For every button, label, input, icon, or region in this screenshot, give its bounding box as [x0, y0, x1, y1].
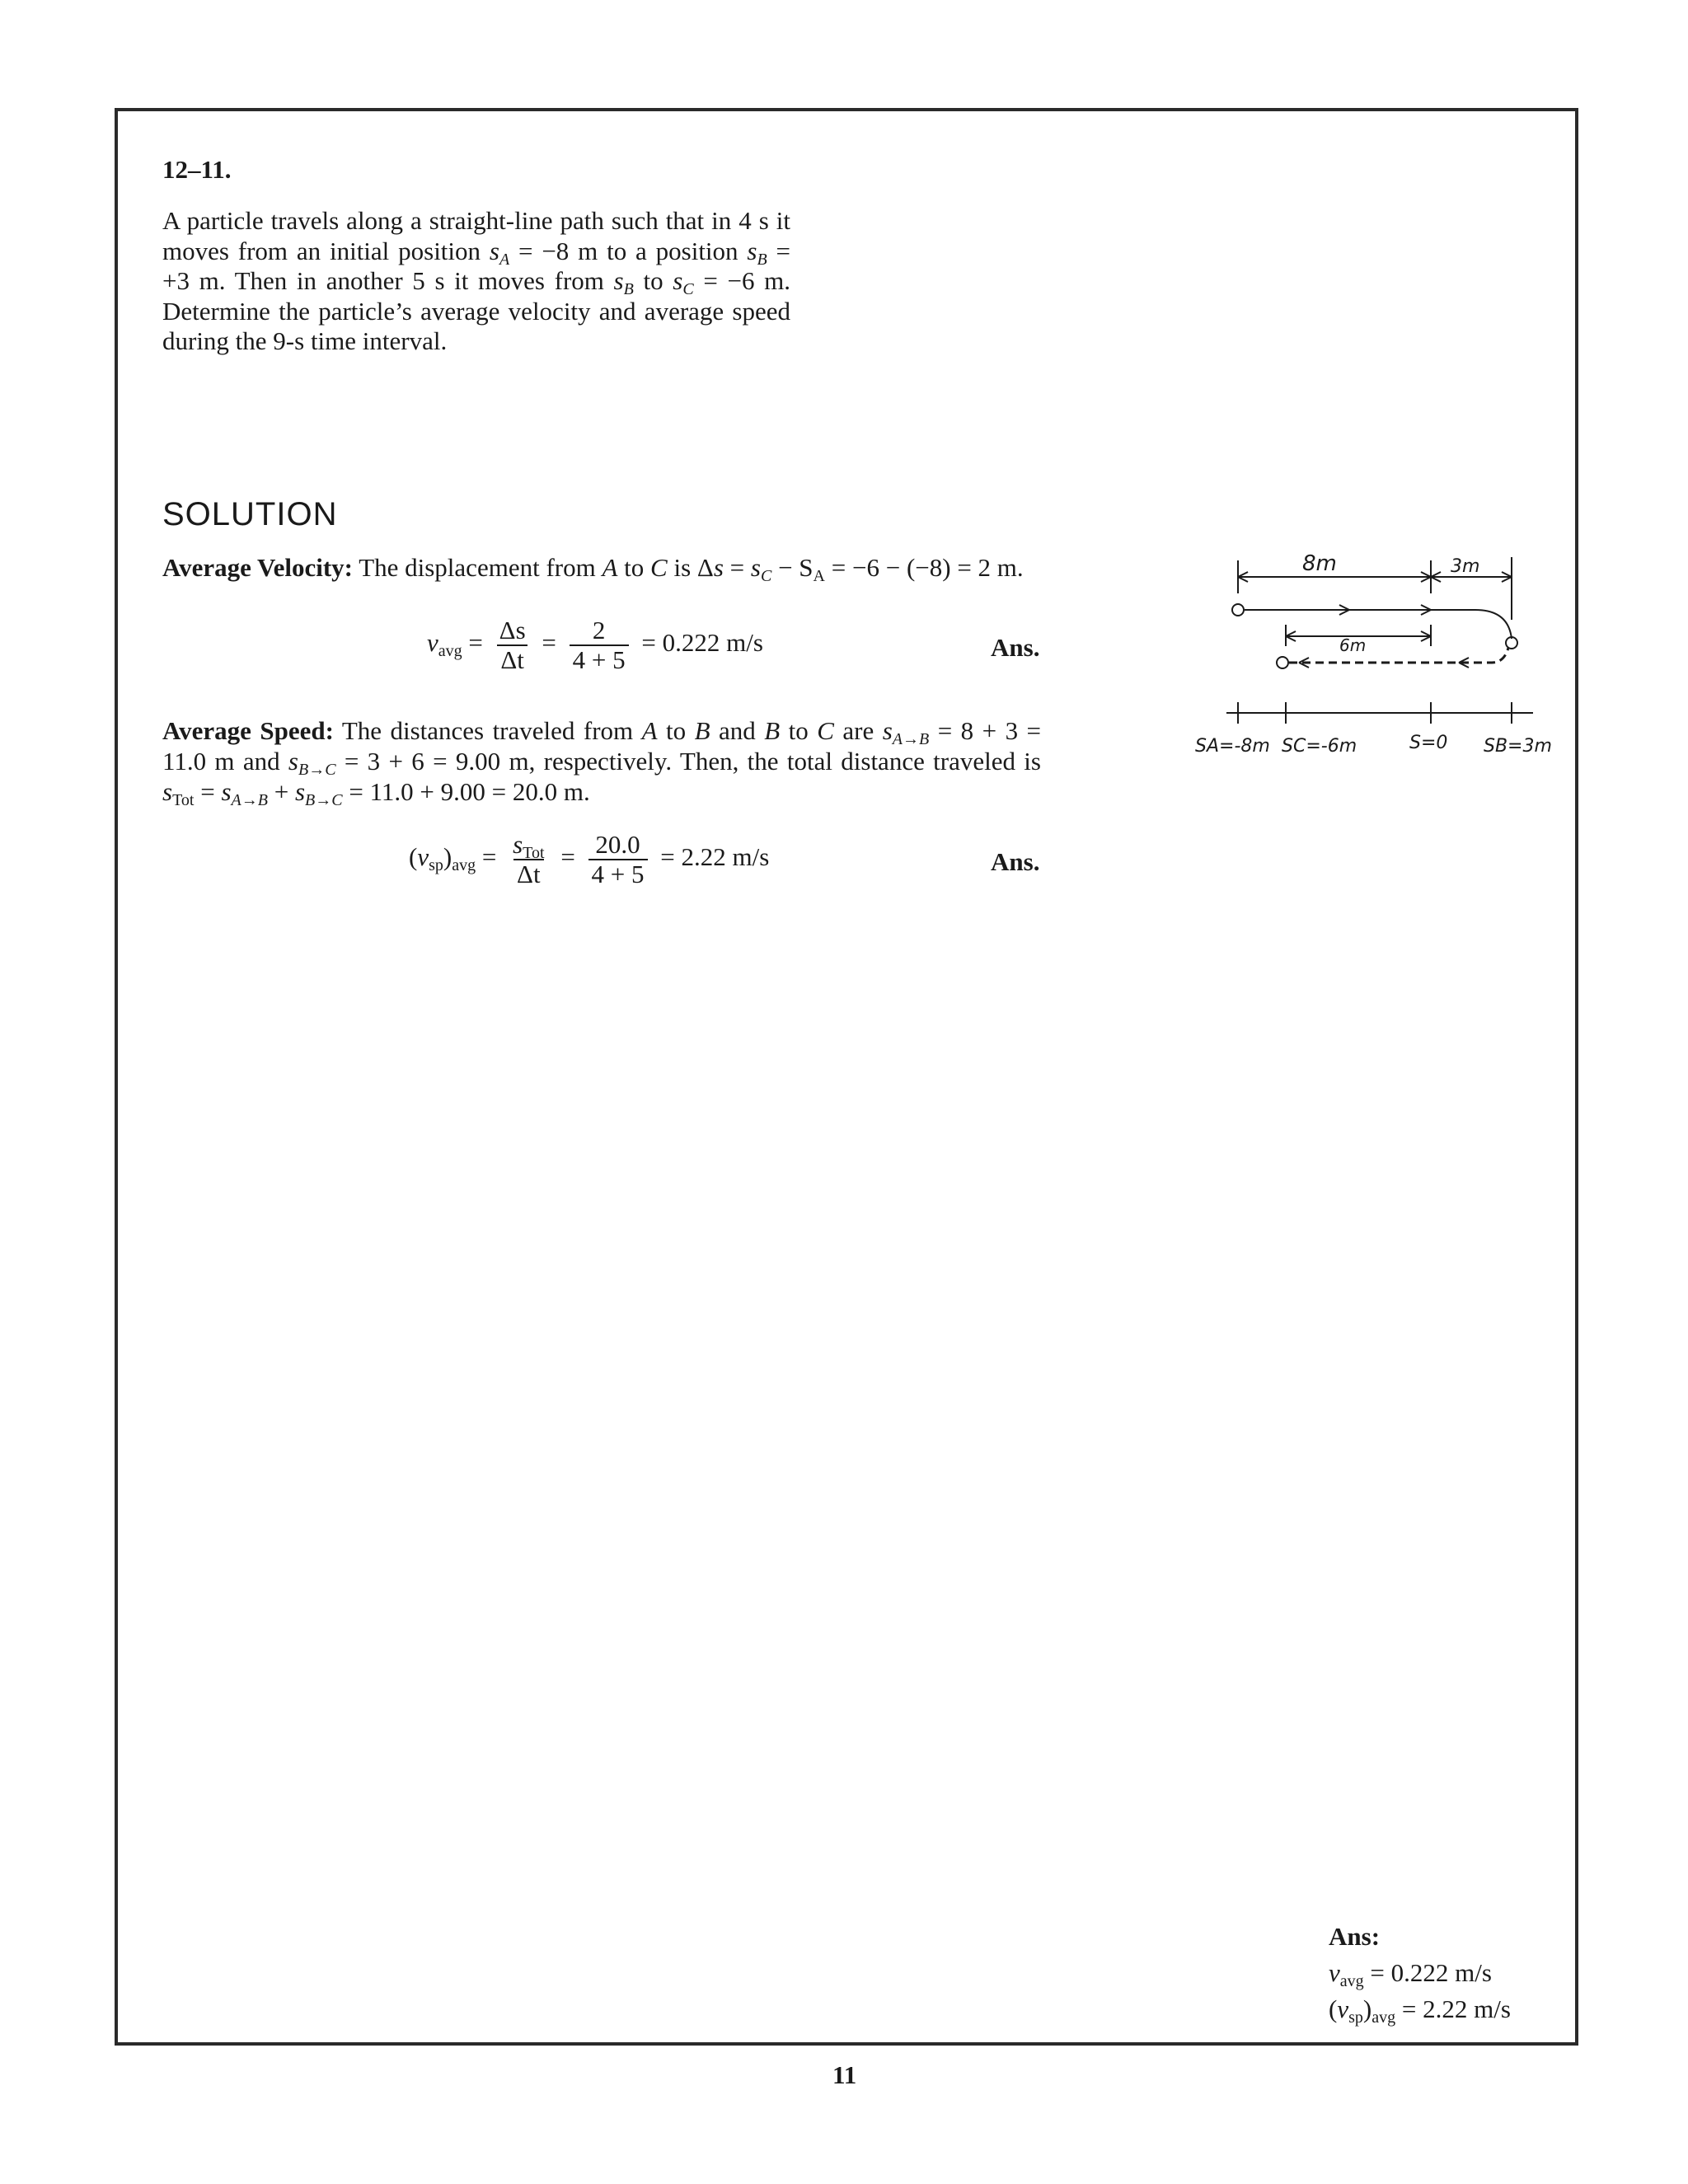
avg-velocity-paragraph: Average Velocity: The displacement from A to C is $\Delta s = s_C - S_A = -6 - (-8) = 2$ m.: [162, 553, 1024, 585]
problem-statement: A particle travels along a straight-line path such that in 4 s it moves from an initial position $s_A = -8$ m to a position $s_B = +3$ m. Then in another 5 s it moves from $s_B$ to $s_C = -6$ m. Determine the particle’s average velocity and average speed during the 9-s time interval.: [162, 206, 791, 355]
avg-speed-equation: $(v_{sp})_{avg}$ = $\frac{s_{Tot}}{\Delta t}$ = $\frac{20.0}{4 + 5}$ = 2.22 m/s: [409, 830, 770, 888]
label-sB: SB=3m: [1484, 736, 1552, 757]
final-answers-label: Ans:: [1329, 1922, 1381, 1951]
avg-velocity-equation: $v_{avg}$ = $\frac{\Delta s}{\Delta t}$ = $\frac{2}{4 + 5}$ = 0.222 m/s: [427, 616, 763, 674]
label-sC: SC=-6m: [1282, 736, 1357, 757]
label-sA: SA=-8m: [1195, 736, 1270, 757]
label-3m: 3m: [1451, 556, 1480, 577]
turn-circle: [1506, 637, 1517, 649]
final-answer-velocity: $v_{avg} = 0.222$ m/s: [1329, 1958, 1492, 1990]
label-6m: 6m: [1339, 635, 1367, 655]
return-path: [1289, 648, 1508, 663]
problem-number: 12–11.: [162, 155, 232, 184]
final-answer-speed: $(v_{sp})_{avg} = 2.22$ m/s: [1329, 1994, 1511, 2027]
avg-velocity-ans: Ans.: [991, 633, 1040, 662]
page-number: 11: [832, 2060, 857, 2089]
solution-heading: SOLUTION: [162, 496, 338, 532]
page-frame: [115, 108, 1578, 2046]
start-circle: [1232, 604, 1244, 616]
label-8m: 8m: [1302, 551, 1337, 576]
end-circle: [1277, 657, 1288, 668]
motion-sketch: [1187, 544, 1566, 783]
avg-speed-ans: Ans.: [991, 847, 1040, 876]
label-s0: S=0: [1409, 733, 1448, 753]
turn-curve: [1475, 610, 1512, 639]
avg-speed-paragraph: Average Speed: The distances traveled from A to B and B to C are $s_{A\to B} = 8 + 3 = 11.0$ m and $s_{B\to C} = 3 + 6 = 9.00$ m, respectively. Then, the total distance traveled is $s_{Tot} = s_{A\to B} + s_{B\to C} = 11.0 + 9.00 = 20.0$ m.: [162, 716, 1042, 809]
